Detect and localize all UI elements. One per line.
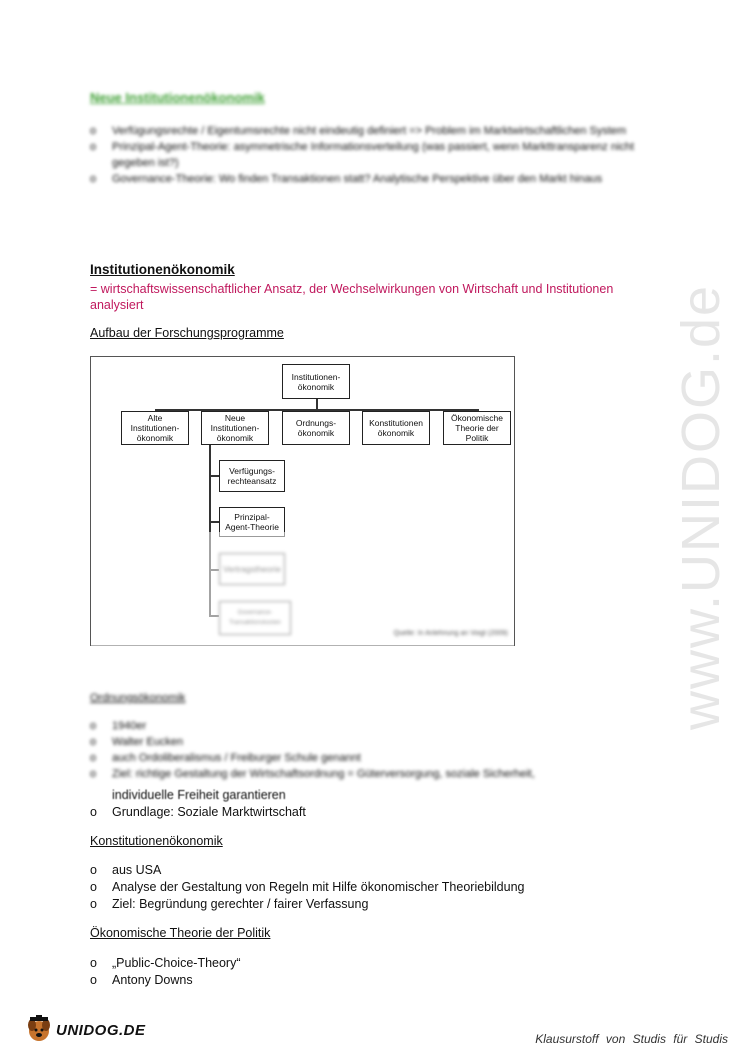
- footer-logo: [24, 1015, 146, 1045]
- box-ordnung: Ordnungs- ökonomik: [282, 411, 350, 445]
- blurred-heading: Neue Institutionenökonomik: [90, 90, 265, 105]
- list-item: o 1940er: [90, 720, 147, 732]
- list-item: o Verfügungsrechte / Eigentumsrechte nicht eindeutig definiert => Problem im Marktwirtschaftlichen System: [90, 125, 627, 137]
- diagram-source: Quelle: In Anlehnung an Voigt (2009): [393, 630, 508, 637]
- box-root: Institutionen- ökonomik: [282, 364, 350, 399]
- politik-heading: Ökonomische Theorie der Politik: [90, 926, 271, 940]
- blurred-ordnung-heading: Ordnungsökonomik: [90, 692, 186, 704]
- list-item: o Antony Downs: [90, 973, 193, 987]
- blurred-top-section: [90, 90, 670, 187]
- section-definition: = wirtschaftswissenschaftlicher Ansatz, der Wechselwirkungen von Wirtschaft und Institutionen analysiert: [90, 282, 614, 312]
- ordnung-tail-line: individuelle Freiheit garantieren: [112, 788, 286, 802]
- list-item: o Analyse der Gestaltung von Regeln mit Hilfe ökonomischer Theoriebildung: [90, 880, 525, 894]
- list-item: o aus USA: [90, 863, 162, 877]
- list-item: o Ziel: Begründung gerechter / fairer Verfassung: [90, 897, 369, 911]
- footer-tagline: Klausurstoff von Studis für Studis: [535, 1032, 728, 1046]
- box-prinzipal: Prinzipal- Agent-Theorie: [219, 507, 285, 537]
- research-programs-diagram: [90, 356, 515, 646]
- konstitution-heading: Konstitutionenökonomik: [90, 834, 223, 848]
- watermark: www.UNIDOG.de: [671, 283, 731, 730]
- logo-text: UNIDOG.DE: [56, 1021, 146, 1039]
- list-item: o Governance-Theorie: Wo finden Transaktionen statt? Analytische Perspektive über den Markt hinaus: [90, 173, 603, 185]
- box-verfuegung: Verfügungs- rechteansatz: [219, 460, 285, 492]
- list-item: o Ziel: richtige Gestaltung der Wirtschaftsordnung = Güterversorgung, soziale Sicherheit,: [90, 768, 535, 780]
- section-title: Institutionenökonomik: [90, 262, 235, 277]
- dog-icon: [24, 1015, 54, 1045]
- list-item: o „Public-Choice-Theory“: [90, 956, 241, 970]
- konstitution-list: [90, 862, 690, 913]
- box-konstitution: Konstitutionen ökonomik: [362, 411, 430, 445]
- politik-list: [90, 955, 690, 989]
- list-item: o auch Ordoliberalismus / Freiburger Schule genannt: [90, 752, 361, 764]
- list-item: o Prinzipal-Agent-Theorie: asymmetrische Informationsverteilung (was passiert, wenn Markttransparenz nicht gegeben ist?): [90, 141, 635, 169]
- box-neue: Neue Institutionen- ökonomik: [201, 411, 269, 445]
- box-alte: Alte Institutionen- ökonomik: [121, 411, 189, 445]
- diagram-heading: Aufbau der Forschungsprogramme: [90, 326, 284, 340]
- blurred-ordnung-section: [90, 692, 670, 782]
- ordnung-tail: [90, 787, 670, 821]
- list-item: o Walter Eucken: [90, 736, 184, 748]
- list-item: o Grundlage: Soziale Marktwirtschaft: [90, 805, 306, 819]
- box-politik: Ökonomische Theorie der Politik: [443, 411, 511, 445]
